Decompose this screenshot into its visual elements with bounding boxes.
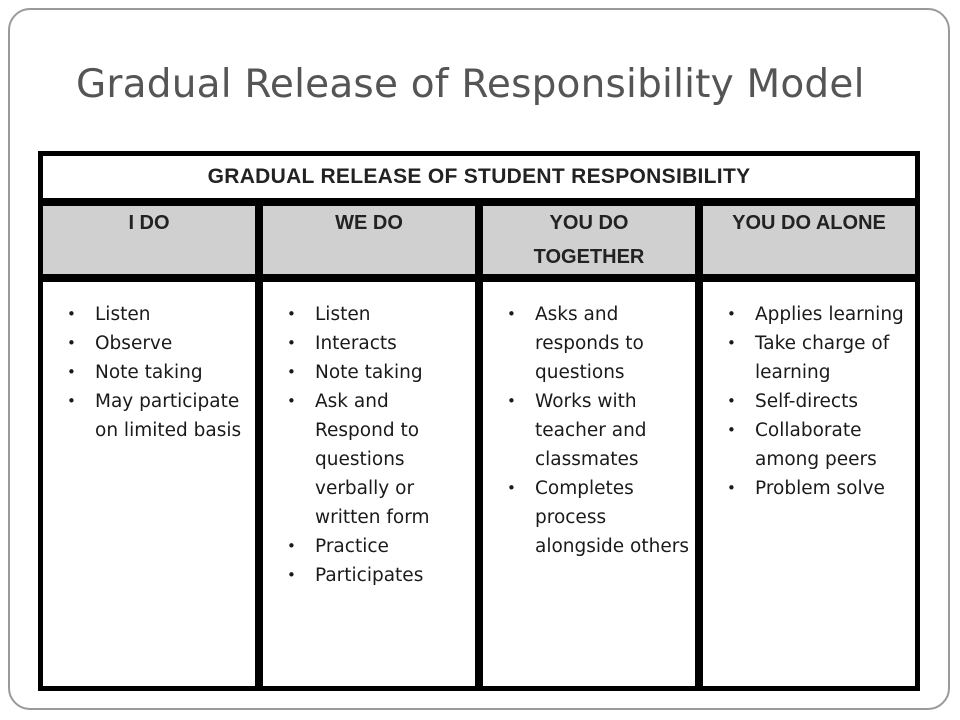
header-i-do: [43, 206, 255, 274]
header-line: TOGETHER: [533, 246, 645, 268]
bullet-list: [501, 300, 689, 561]
list-item: • Interacts: [281, 329, 469, 358]
list-item: • Participates: [281, 561, 469, 590]
bullet-list: [721, 300, 909, 503]
list-item: • Problem solve: [721, 474, 909, 503]
list-item: • Listen: [61, 300, 249, 329]
column-i-do: [43, 282, 255, 686]
list-item: • Take charge of learning: [721, 329, 909, 387]
list-item: • Collaborate among peers: [721, 416, 909, 474]
list-item: • Completes process alongside others: [501, 474, 689, 561]
column-you-do-alone: [703, 282, 915, 686]
list-item: • Listen: [281, 300, 469, 329]
list-item: • Applies learning: [721, 300, 909, 329]
header-we-do: [263, 206, 475, 274]
list-item: • Observe: [61, 329, 249, 358]
list-item: • Note taking: [61, 358, 249, 387]
list-item: • Works with teacher and classmates: [501, 387, 689, 474]
column-we-do: [263, 282, 475, 686]
list-item: • Asks and responds to questions: [501, 300, 689, 387]
slide-title: Gradual Release of Responsibility Model: [76, 62, 865, 107]
table-title: GRADUAL RELEASE OF STUDENT RESPONSIBILITY: [43, 156, 915, 198]
list-item: • Ask and Respond to questions verbally or written form: [281, 387, 469, 532]
header-line: YOU DO: [549, 212, 629, 234]
header-line: I DO: [128, 212, 170, 234]
bullet-list: [61, 300, 249, 445]
list-item: • Note taking: [281, 358, 469, 387]
list-item: • May participate on limited basis: [61, 387, 249, 445]
bullet-list: [281, 300, 469, 590]
header-you-do-alone: [703, 206, 915, 274]
column-you-do-together: [483, 282, 695, 686]
grr-table: [38, 151, 920, 691]
header-line: YOU DO ALONE: [732, 212, 886, 234]
header-line: WE DO: [335, 212, 403, 234]
list-item: • Practice: [281, 532, 469, 561]
list-item: • Self-directs: [721, 387, 909, 416]
header-you-do-together: [483, 206, 695, 274]
